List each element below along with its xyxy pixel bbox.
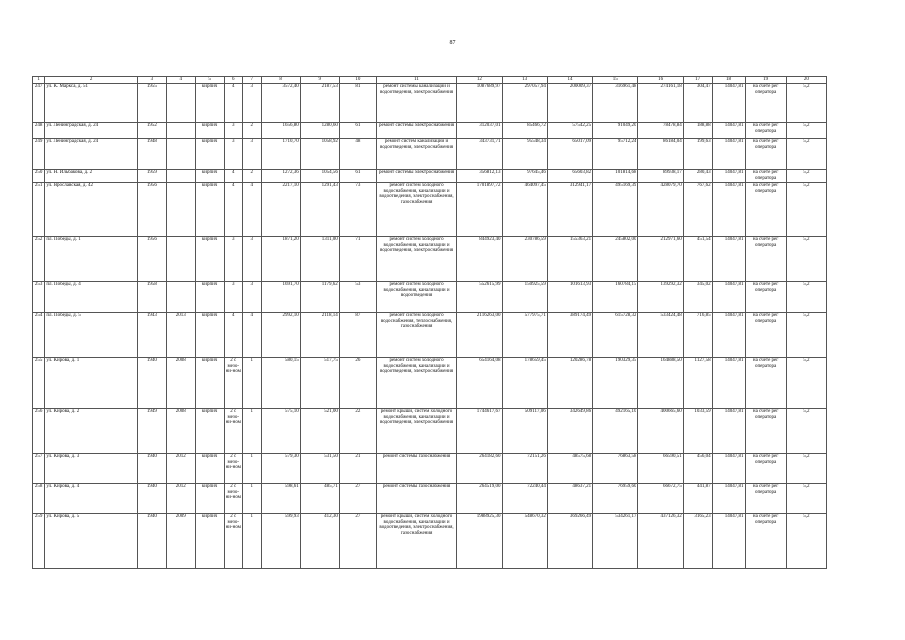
- cell-owners-share: 437126,32: [638, 514, 683, 569]
- cell-repair-works: ремонт систем канализации и водоотведения, электроснабжения: [376, 139, 456, 170]
- column-number-16: 16: [638, 77, 683, 84]
- cell-total-area: 1691,70: [261, 282, 300, 313]
- cell-cost-limit: 14047,81: [712, 484, 745, 514]
- cell-region-share: 48637,21: [547, 484, 592, 514]
- cell-cost-per-sqm: 1127,58: [683, 358, 712, 409]
- cell-municipal-share: 495169,39: [593, 183, 638, 237]
- cell-rate: 5,2: [786, 139, 826, 170]
- cell-entrances: 3: [243, 84, 262, 123]
- cell-municipal-share: 76863,58: [593, 454, 638, 484]
- cell-municipal-share: 245802,00: [593, 237, 638, 282]
- cell-cost-per-sqm: 716,85: [683, 313, 712, 358]
- cell-reconstruction-year: 2009: [166, 514, 195, 569]
- table-row: [33, 313, 827, 358]
- cell-cost-limit: 14047,81: [712, 514, 745, 569]
- cell-municipal-share: 316961,48: [593, 84, 638, 123]
- cell-municipal-share: 101814,68: [593, 170, 638, 183]
- cell-cost-per-sqm: 451,54: [683, 237, 712, 282]
- cell-residents: 61: [339, 170, 376, 183]
- cell-cost-per-sqm: 441,87: [683, 484, 712, 514]
- cell-fund-account: на счете рег оператора: [745, 183, 786, 237]
- column-number-12: 12: [457, 77, 502, 84]
- cell-floors: 2 с мезо-ни-ном: [224, 454, 243, 484]
- column-number-17: 17: [683, 77, 712, 84]
- cell-living-area: 1280,60: [300, 123, 339, 139]
- cell-owners-share: 400665,60: [638, 409, 683, 454]
- cell-wall-material: кирпич: [195, 409, 224, 454]
- cell-reconstruction-year: [166, 123, 195, 139]
- cell-residents: 22: [339, 409, 376, 454]
- cell-cost-per-sqm: 345,02: [683, 282, 712, 313]
- table-row: [33, 358, 827, 409]
- cell-reconstruction-year: 2008: [166, 358, 195, 409]
- cell-row-index: 258: [33, 484, 45, 514]
- cell-cost-per-sqm: 767,62: [683, 183, 712, 237]
- cell-entrances: 1: [243, 484, 262, 514]
- cell-rate: 5,2: [786, 409, 826, 454]
- cell-floors: 4: [224, 183, 243, 237]
- cell-entrances: 4: [243, 183, 262, 237]
- table-row: [33, 183, 827, 237]
- table-row: [33, 237, 827, 282]
- cell-fund-account: на счете рег оператора: [745, 313, 786, 358]
- cell-cost-limit: 14047,81: [712, 183, 745, 237]
- table-row: [33, 409, 827, 454]
- cell-residents: 27: [339, 514, 376, 569]
- cell-floors: 2 с мезо-ни-ном: [224, 514, 243, 569]
- cell-rate: 5,2: [786, 514, 826, 569]
- cell-municipal-share: 534261,17: [593, 514, 638, 569]
- cell-cost-per-sqm: 280,43: [683, 170, 712, 183]
- cell-wall-material: кирпич: [195, 282, 224, 313]
- cell-wall-material: кирпич: [195, 358, 224, 409]
- cell-owners-share: 533424,48: [638, 313, 683, 358]
- cell-cost-per-sqm: 188,88: [683, 123, 712, 139]
- cell-floors: 2 с мезо-ни-ном: [224, 484, 243, 514]
- column-number-3: 3: [138, 77, 167, 84]
- cell-address: ул. Н. Ильбакова, д. 2: [45, 170, 138, 183]
- cell-fund-share: 464097,45: [502, 183, 547, 237]
- table-row: [33, 282, 827, 313]
- table-row: [33, 170, 827, 183]
- cell-fund-share: 72151,26: [502, 454, 547, 484]
- cell-floors: 2 с мезо-ни-ном: [224, 358, 243, 409]
- cell-region-share: 57542,25: [547, 123, 592, 139]
- cell-total-cost: 264182,60: [457, 454, 502, 484]
- cell-owners-share: 89938,17: [638, 170, 683, 183]
- cell-fund-share: 178659,45: [502, 358, 547, 409]
- cell-fund-account: на счете рег оператора: [745, 409, 786, 454]
- cell-address: ул. К. Маркса, д. 51: [45, 84, 138, 123]
- cell-fund-share: 548670,32: [502, 514, 547, 569]
- cell-rate: 5,2: [786, 282, 826, 313]
- table-row: [33, 514, 827, 569]
- cell-row-index: 249: [33, 139, 45, 170]
- cell-wall-material: кирпич: [195, 237, 224, 282]
- cell-residents: 27: [339, 484, 376, 514]
- cell-fund-share: 509117,06: [502, 409, 547, 454]
- cell-residents: 81: [339, 84, 376, 123]
- cell-municipal-share: 492165,10: [593, 409, 638, 454]
- cell-fund-account: на счете рег оператора: [745, 84, 786, 123]
- cell-total-cost: 1744617,67: [457, 409, 502, 454]
- cell-reconstruction-year: 2013: [166, 313, 195, 358]
- cell-living-area: 1058,92: [300, 139, 339, 170]
- cell-repair-works: ремонт крыши, систем холодного водоснабжения, канализации и водоотведения, электроснабжения, газоснабжения: [376, 514, 456, 569]
- cell-row-index: 255: [33, 358, 45, 409]
- cell-wall-material: кирпич: [195, 514, 224, 569]
- cell-living-area: 2118,14: [300, 313, 339, 358]
- cell-owners-share: 66672,75: [638, 484, 683, 514]
- cell-row-index: 248: [33, 123, 45, 139]
- cell-region-share: 120286,78: [547, 358, 592, 409]
- cell-owners-share: 86184,04: [638, 139, 683, 170]
- cell-address: пл. Победы, д. 4: [45, 282, 138, 313]
- cell-reconstruction-year: 2008: [166, 409, 195, 454]
- cell-residents: 71: [339, 237, 376, 282]
- column-number-7: 7: [243, 77, 262, 84]
- cell-floors: 3: [224, 123, 243, 139]
- cell-total-area: 1710,70: [261, 139, 300, 170]
- cell-total-cost: 552615,99: [457, 282, 502, 313]
- cell-fund-account: на счете рег оператора: [745, 514, 786, 569]
- cell-living-area: 521,00: [300, 409, 339, 454]
- cell-total-cost: 343731,71: [457, 139, 502, 170]
- cell-address: пл. Победы, д. 5: [45, 313, 138, 358]
- cell-region-share: 312941,17: [547, 183, 592, 237]
- cell-living-area: 1311,00: [300, 237, 339, 282]
- cell-entrances: 3: [243, 237, 262, 282]
- cell-rate: 5,2: [786, 183, 826, 237]
- cell-reconstruction-year: [166, 139, 195, 170]
- table-row: [33, 484, 827, 514]
- cell-floors: 3: [224, 282, 243, 313]
- header-row: [33, 77, 827, 84]
- cell-entrances: 2: [243, 123, 262, 139]
- cell-cost-limit: 14047,81: [712, 123, 745, 139]
- cell-rate: 5,2: [786, 123, 826, 139]
- cell-fund-account: на счете рег оператора: [745, 358, 786, 409]
- cell-repair-works: ремонт систем холодного водоснабжения, канализации и водоотведения, электроснабжения, газоснабжения: [376, 183, 456, 237]
- cell-build-year: 1952: [138, 123, 167, 139]
- column-number-13: 13: [502, 77, 547, 84]
- cell-entrances: 4: [243, 313, 262, 358]
- cell-total-area: 579,30: [261, 454, 300, 484]
- cell-wall-material: кирпич: [195, 123, 224, 139]
- cell-owners-share: 139292,32: [638, 282, 683, 313]
- cell-floors: 4: [224, 84, 243, 123]
- cell-row-index: 247: [33, 84, 45, 123]
- cell-region-share: 342649,86: [547, 409, 592, 454]
- cell-municipal-share: 190329,35: [593, 358, 638, 409]
- cell-fund-account: на счете рег оператора: [745, 139, 786, 170]
- column-number-2: 2: [45, 77, 138, 84]
- cell-residents: 73: [339, 183, 376, 237]
- cell-address: ул. Ленинградская, д. 24: [45, 123, 138, 139]
- cell-address: пл. Победы, д. 1: [45, 237, 138, 282]
- table-row: [33, 84, 827, 123]
- cell-cost-limit: 14047,81: [712, 313, 745, 358]
- cell-total-cost: 654164,08: [457, 358, 502, 409]
- cell-region-share: 65603,82: [547, 170, 592, 183]
- cell-total-cost: 1087689,97: [457, 84, 502, 123]
- cell-rate: 5,2: [786, 237, 826, 282]
- cell-fund-account: на счете рег оператора: [745, 454, 786, 484]
- column-number-8: 8: [261, 77, 300, 84]
- table-row: [33, 454, 827, 484]
- cell-municipal-share: 615728,32: [593, 313, 638, 358]
- column-number-10: 10: [339, 77, 376, 84]
- cell-owners-share: 164888,50: [638, 358, 683, 409]
- cell-build-year: 1940: [138, 484, 167, 514]
- cell-total-area: 2992,10: [261, 313, 300, 358]
- cell-cost-limit: 14047,81: [712, 409, 745, 454]
- cell-living-area: 485,71: [300, 484, 339, 514]
- column-number-20: 20: [786, 77, 826, 84]
- column-number-19: 19: [745, 77, 786, 84]
- cell-build-year: 1940: [138, 358, 167, 409]
- cell-address: ул. Кирова, д. 3: [45, 454, 138, 484]
- cell-reconstruction-year: [166, 84, 195, 123]
- cell-rate: 5,2: [786, 454, 826, 484]
- cell-total-area: 1656,80: [261, 123, 300, 139]
- cell-reconstruction-year: [166, 237, 195, 282]
- cell-residents: 21: [339, 454, 376, 484]
- cell-floors: 4: [224, 313, 243, 358]
- cell-address: ул. Кирова, д. 4: [45, 484, 138, 514]
- cell-wall-material: кирпич: [195, 170, 224, 183]
- cell-total-cost: 844923,40: [457, 237, 502, 282]
- cell-region-share: 155363,21: [547, 237, 592, 282]
- cell-floors: 3: [224, 237, 243, 282]
- cell-owners-share: 78478,84: [638, 123, 683, 139]
- cell-cost-limit: 14047,81: [712, 358, 745, 409]
- cell-region-share: 200009,37: [547, 84, 592, 123]
- cell-fund-share: 297057,94: [502, 84, 547, 123]
- cell-residents: 87: [339, 313, 376, 358]
- cell-fund-share: 577975,71: [502, 313, 547, 358]
- cell-entrances: 2: [243, 170, 262, 183]
- cell-total-area: 598,61: [261, 484, 300, 514]
- column-number-4: 4: [166, 77, 195, 84]
- cell-entrances: 1: [243, 409, 262, 454]
- cell-row-index: 252: [33, 237, 45, 282]
- cell-fund-share: 97645,46: [502, 170, 547, 183]
- cell-fund-share: 150925,59: [502, 282, 547, 313]
- cell-total-area: 599,93: [261, 514, 300, 569]
- cell-total-area: 1272,36: [261, 170, 300, 183]
- cell-region-share: 101613,93: [547, 282, 592, 313]
- cell-cost-limit: 14047,81: [712, 454, 745, 484]
- cell-fund-share: 230786,59: [502, 237, 547, 282]
- cell-total-area: 1871,20: [261, 237, 300, 282]
- cell-build-year: 1959: [138, 170, 167, 183]
- cell-reconstruction-year: 2012: [166, 454, 195, 484]
- cell-fund-account: на счете рег оператора: [745, 282, 786, 313]
- cell-region-share: 389174,49: [547, 313, 592, 358]
- cell-total-cost: 1988925,30: [457, 514, 502, 569]
- cell-region-share: 48575,68: [547, 454, 592, 484]
- cell-total-area: 580,15: [261, 358, 300, 409]
- cell-total-area: 575,10: [261, 409, 300, 454]
- cell-entrances: 1: [243, 514, 262, 569]
- cell-cost-limit: 14047,81: [712, 282, 745, 313]
- cell-residents: 53: [339, 282, 376, 313]
- cell-repair-works: ремонт систем холодного водоснабжения, канализации и водоотведения, электроснабжения: [376, 358, 456, 409]
- column-number-1: 1: [33, 77, 45, 84]
- cell-floors: 3: [224, 139, 243, 170]
- cell-cost-limit: 14047,81: [712, 84, 745, 123]
- cell-wall-material: кирпич: [195, 454, 224, 484]
- cell-build-year: 1940: [138, 514, 167, 569]
- cell-row-index: 254: [33, 313, 45, 358]
- cell-rate: 5,2: [786, 313, 826, 358]
- cell-owners-share: 212971,60: [638, 237, 683, 282]
- cell-entrances: 3: [243, 139, 262, 170]
- cell-cost-limit: 14047,81: [712, 237, 745, 282]
- cell-row-index: 256: [33, 409, 45, 454]
- cell-repair-works: ремонт системы газоснабжения: [376, 454, 456, 484]
- cell-fund-account: на счете рег оператора: [745, 484, 786, 514]
- cell-municipal-share: 91049,20: [593, 123, 638, 139]
- cell-fund-share: 72240,44: [502, 484, 547, 514]
- cell-wall-material: кирпич: [195, 183, 224, 237]
- cell-wall-material: кирпич: [195, 313, 224, 358]
- cell-total-cost: 312037,01: [457, 123, 502, 139]
- cell-reconstruction-year: [166, 183, 195, 237]
- cell-owners-share: 428079,70: [638, 183, 683, 237]
- cell-total-cost: 356812,13: [457, 170, 502, 183]
- cell-row-index: 257: [33, 454, 45, 484]
- cell-build-year: 1956: [138, 183, 167, 237]
- cell-floors: 4: [224, 170, 243, 183]
- cell-residents: 26: [339, 358, 376, 409]
- cell-address: ул. Кирова, д. 2: [45, 409, 138, 454]
- cell-rate: 5,2: [786, 84, 826, 123]
- cell-cost-limit: 14047,81: [712, 170, 745, 183]
- cell-cost-limit: 14047,81: [712, 139, 745, 170]
- column-number-11: 11: [376, 77, 456, 84]
- cell-living-area: 531,50: [300, 454, 339, 484]
- cell-entrances: 1: [243, 454, 262, 484]
- cell-total-area: 2217,10: [261, 183, 300, 237]
- cell-row-index: 253: [33, 282, 45, 313]
- cell-repair-works: ремонт систем холодного водоснабжения, канализации и водоотведения: [376, 282, 456, 313]
- cell-region-share: 65017,09: [547, 139, 592, 170]
- column-number-9: 9: [300, 77, 339, 84]
- cell-cost-per-sqm: 3165,23: [683, 514, 712, 569]
- cell-fund-account: на счете рег оператора: [745, 170, 786, 183]
- cell-repair-works: ремонт системы канализации и водоотведения, электроснабжения: [376, 84, 456, 123]
- cell-row-index: 259: [33, 514, 45, 569]
- cell-cost-per-sqm: 304,47: [683, 84, 712, 123]
- cell-residents: 61: [339, 123, 376, 139]
- cell-owners-share: 274161,18: [638, 84, 683, 123]
- column-number-14: 14: [547, 77, 592, 84]
- table-row: [33, 123, 827, 139]
- cell-reconstruction-year: [166, 282, 195, 313]
- cell-cost-per-sqm: 456,04: [683, 454, 712, 484]
- cell-living-area: 1054,56: [300, 170, 339, 183]
- cell-repair-works: ремонт систем холодного водоснабжения, канализации и водоотведения, электроснабжения: [376, 237, 456, 282]
- cell-owners-share: 66590,51: [638, 454, 683, 484]
- cell-total-area: 3572,40: [261, 84, 300, 123]
- cell-build-year: 1948: [138, 139, 167, 170]
- cell-fund-account: на счете рег оператора: [745, 123, 786, 139]
- cell-build-year: 1955: [138, 84, 167, 123]
- table-row: [33, 139, 827, 170]
- cell-cost-per-sqm: 199,63: [683, 139, 712, 170]
- cell-reconstruction-year: [166, 170, 195, 183]
- cell-reconstruction-year: 2012: [166, 484, 195, 514]
- cell-entrances: 1: [243, 358, 262, 409]
- cell-address: ул. Ленинградская, д. 24: [45, 139, 138, 170]
- cell-residents: 48: [339, 139, 376, 170]
- cell-rate: 5,2: [786, 358, 826, 409]
- column-number-15: 15: [593, 77, 638, 84]
- cell-build-year: 1943: [138, 313, 167, 358]
- cell-build-year: 1956: [138, 237, 167, 282]
- cell-repair-works: ремонт крыши, систем холодного водоснабжения, канализации и водоотведения, электроснабжения: [376, 409, 456, 454]
- cell-fund-account: на счете рег оператора: [745, 237, 786, 282]
- cell-fund-share: 85466,72: [502, 123, 547, 139]
- column-number-5: 5: [195, 77, 224, 84]
- column-number-18: 18: [712, 77, 745, 84]
- cell-living-area: 412,30: [300, 514, 339, 569]
- cell-wall-material: кирпич: [195, 84, 224, 123]
- cell-wall-material: кирпич: [195, 139, 224, 170]
- cell-build-year: 1940: [138, 454, 167, 484]
- housing-repair-table: [32, 76, 827, 569]
- cell-row-index: 251: [33, 183, 45, 237]
- cell-repair-works: ремонт системы газоснабжения: [376, 484, 456, 514]
- cell-build-year: 1958: [138, 282, 167, 313]
- cell-address: ул. Кирова, д. 5: [45, 514, 138, 569]
- cell-total-cost: 264519,00: [457, 484, 502, 514]
- cell-region-share: 369266,49: [547, 514, 592, 569]
- cell-row-index: 250: [33, 170, 45, 183]
- cell-living-area: 1179,62: [300, 282, 339, 313]
- cell-municipal-share: 160784,15: [593, 282, 638, 313]
- cell-repair-works: ремонт систем холодного водоснабжения, теплоснабжения, газоснабжения: [376, 313, 456, 358]
- cell-living-area: 517,75: [300, 358, 339, 409]
- cell-municipal-share: 76959,60: [593, 484, 638, 514]
- cell-cost-per-sqm: 1033,59: [683, 409, 712, 454]
- cell-total-cost: 1701897,72: [457, 183, 502, 237]
- cell-address: ул. Ярославская, д. 42: [45, 183, 138, 237]
- cell-living-area: 1291,43: [300, 183, 339, 237]
- cell-entrances: 3: [243, 282, 262, 313]
- cell-repair-works: ремонт системы электроснабжения: [376, 170, 456, 183]
- cell-repair-works: ремонт системы электроснабжения: [376, 123, 456, 139]
- cell-build-year: 1949: [138, 409, 167, 454]
- cell-living-area: 2187,53: [300, 84, 339, 123]
- cell-municipal-share: 95712,24: [593, 139, 638, 170]
- table-body: [33, 84, 827, 569]
- cell-wall-material: кирпич: [195, 484, 224, 514]
- page-number: 87: [449, 40, 456, 46]
- cell-rate: 5,2: [786, 170, 826, 183]
- cell-fund-share: 95548,34: [502, 139, 547, 170]
- cell-address: ул. Кирова, д. 1: [45, 358, 138, 409]
- cell-rate: 5,2: [786, 484, 826, 514]
- column-number-6: 6: [224, 77, 243, 84]
- cell-floors: 2 с мезо-ни-ном: [224, 409, 243, 454]
- cell-total-cost: 2116263,00: [457, 313, 502, 358]
